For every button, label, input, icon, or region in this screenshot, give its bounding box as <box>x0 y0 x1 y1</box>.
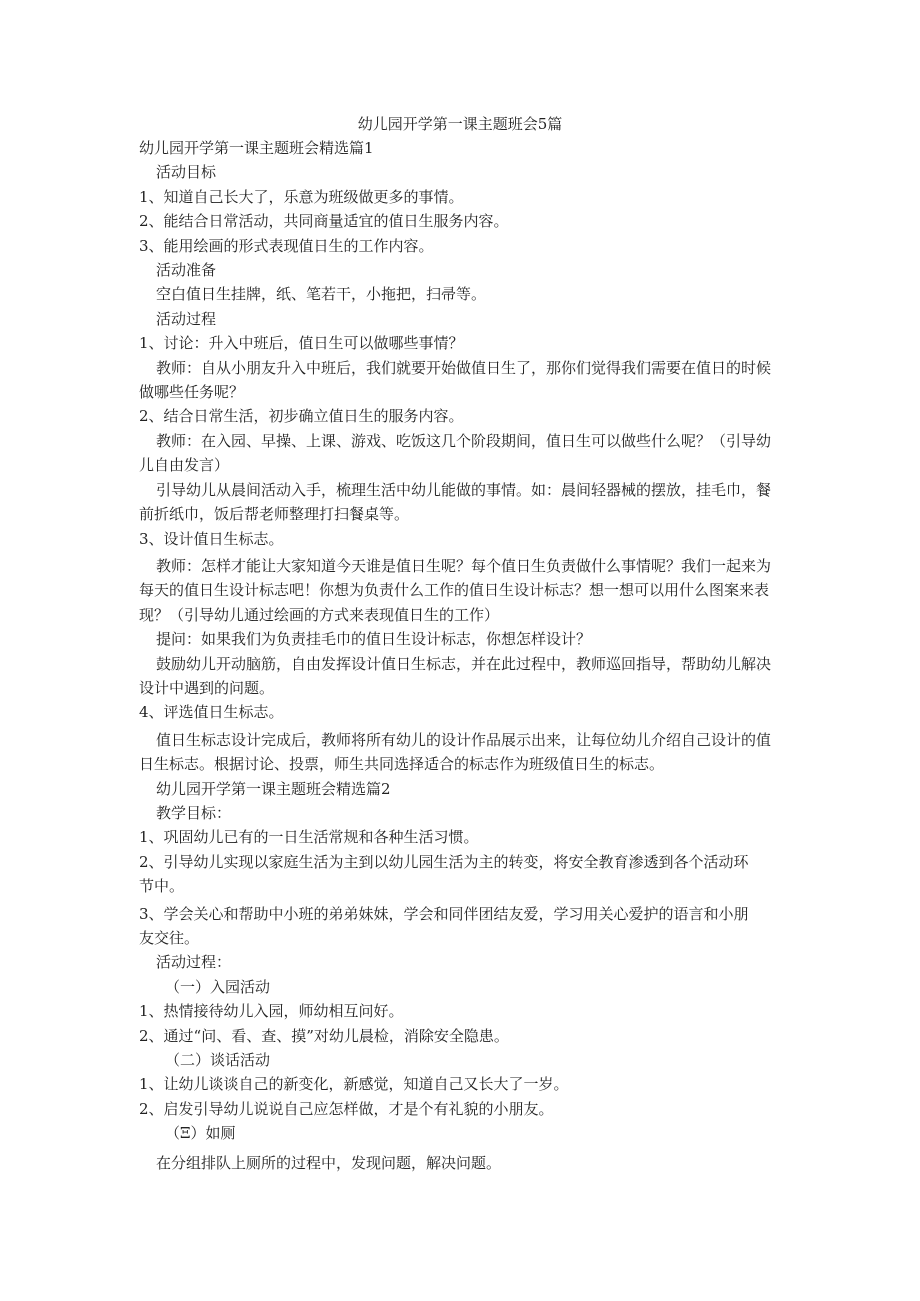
process-step-3: 3、设计值日生标志。 <box>139 529 284 548</box>
guide-text-line-1: 引导幼儿从晨间活动入手，梳理生活中幼儿能做的事情。如：晨间轻器械的摆放，挂毛巾，餐 <box>156 480 772 499</box>
teacher-text-2-line-1: 教师：在入园、早操、上课、游戏、吃饭这几个阶段期间，值日生可以做些什么呢？（引导幼 <box>156 431 772 450</box>
goal-item-1: 1、知道自己长大了，乐意为班级做更多的事情。 <box>139 187 464 206</box>
question-text: 提问：如果我们为负责挂毛巾的值日生设计标志，你想怎样设计？ <box>156 630 592 649</box>
heading-activity-goals: 活动目标 <box>156 163 217 182</box>
teacher-text-1-line-2: 做哪些任务呢？ <box>139 383 245 402</box>
teacher-text-3-line-1: 教师：怎样才能让大家知道今天谁是值日生呢？每个值日生负责做什么事情呢？我们一起来为 <box>156 556 772 575</box>
entry-item-1: 1、热情接待幼儿入园，师幼相互问好。 <box>139 1002 404 1021</box>
teaching-goal-2-line-2: 节中。 <box>139 877 185 896</box>
goal-item-3: 3、能用绘画的形式表现值日生的工作内容。 <box>139 236 434 255</box>
teacher-text-2-line-2: 儿自由发言） <box>139 456 230 475</box>
encourage-text-line-1: 鼓励幼儿开动脑筋，自由发挥设计值日生标志，并在此过程中，教师巡回指导，帮助幼儿解决 <box>156 654 772 673</box>
teaching-goal-3-line-2: 友交往。 <box>139 929 200 947</box>
subheading-toilet: （Ξ）如厕 <box>165 1124 236 1143</box>
teacher-text-3-line-2: 每天的值日生设计标志吧！你想为负责什么工作的值日生设计标志？想一想可以用什么图案来表 <box>139 581 770 600</box>
talk-item-2: 2、启发引导幼儿说说自己应怎样做，才是个有礼貌的小朋友。 <box>139 1099 554 1118</box>
process-step-4: 4、评选值日生标志。 <box>139 703 284 722</box>
encourage-text-line-2: 设计中遇到的问题。 <box>139 678 275 697</box>
toilet-text: 在分组排队上厕所的过程中，发现问题，解决问题。 <box>156 1153 502 1172</box>
heading-activity-process-2: 活动过程： <box>156 953 232 972</box>
prep-text: 空白值日生挂牌，纸、笔若干，小拖把，扫帚等。 <box>156 285 487 304</box>
process-step-1: 1、讨论：升入中班后，值日生可以做哪些事情？ <box>139 334 464 353</box>
teacher-text-1-line-1: 教师：自从小朋友升入中班后，我们就要开始做值日生了，那你们觉得我们需要在值日的时候 <box>156 358 772 377</box>
goal-item-2: 2、能结合日常活动，共同商量适宜的值日生服务内容。 <box>139 212 509 231</box>
final-text-line-1: 值日生标志设计完成后，教师将所有幼儿的设计作品展示出来，让每位幼儿介绍自己设计的值 <box>156 730 772 749</box>
section-title-1: 幼儿园开学第一课主题班会精选篇1 <box>139 139 374 157</box>
teaching-goal-2-line-1: 2、引导幼儿实现以家庭生活为主到以幼儿园生活为主的转变，将安全教育渗透到各个活动环 <box>139 852 749 871</box>
entry-item-2: 2、通过“问、看、查、摸”对幼儿晨检，消除安全隐患。 <box>139 1026 509 1045</box>
section-title-2: 幼儿园开学第一课主题班会精选篇2 <box>156 779 391 798</box>
subheading-entry-activity: （一）入园活动 <box>165 977 271 996</box>
final-text-line-2: 日生标志。根据讨论、投票，师生共同选择适合的标志作为班级值日生的标志。 <box>139 755 665 774</box>
document-body <box>139 136 791 1175</box>
document-title: 幼儿园开学第一课主题班会5篇 <box>357 115 563 133</box>
talk-item-1: 1、让幼儿谈谈自己的新变化，新感觉，知道自己又长大了一岁。 <box>139 1075 569 1094</box>
guide-text-line-2: 前折纸巾，饭后帮老师整理打扫餐桌等。 <box>139 505 410 524</box>
process-step-2: 2、结合日常生活，初步确立值日生的服务内容。 <box>139 407 464 426</box>
heading-activity-process: 活动过程 <box>156 309 217 328</box>
teacher-text-3-line-3: 现？（引导幼儿通过绘画的方式来表现值日生的工作） <box>139 605 500 624</box>
teaching-goal-3-line-1: 3、学会关心和帮助中小班的弟弟妹妹，学会和同伴团结友爱，学习用关心爱护的语言和小朋 <box>139 904 749 923</box>
teaching-goal-1: 1、巩固幼儿已有的一日生活常规和各种生活习惯。 <box>139 828 479 847</box>
heading-activity-prep: 活动准备 <box>156 261 217 280</box>
heading-teaching-goals: 教学目标： <box>156 803 232 822</box>
subheading-talk-activity: （二）谈话活动 <box>165 1051 271 1070</box>
